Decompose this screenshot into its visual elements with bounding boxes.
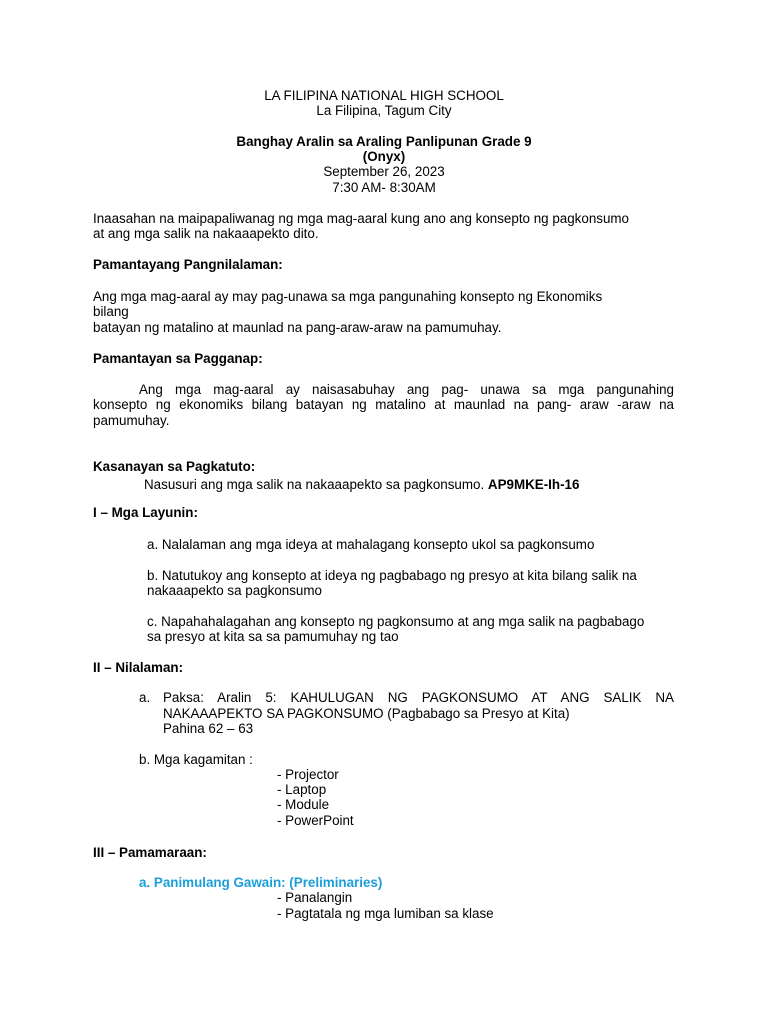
- kasanayan-text: Nasusuri ang mga salik na nakaaapekto sa pagkonsumo.: [144, 477, 485, 492]
- layunin-item-c-line-1: c. Napahahalagahan ang konsepto ng pagkonsumo at ang mga salik na pagbabago: [147, 614, 645, 629]
- material-item: - Projector: [277, 767, 339, 782]
- layunin-item-b-line-1: b. Natutukoy ang konsepto at ideya ng pagbabago ng presyo at kita bilang salik na: [147, 568, 637, 583]
- pamamaraan-heading: III – Pamamaraan:: [93, 845, 207, 860]
- nilalaman-heading: II – Nilalaman:: [93, 660, 184, 675]
- pamantayang-pangnilalaman-line-1: Ang mga mag-aaral ay may pag-unawa sa mga pangunahing konsepto ng Ekonomiks: [93, 289, 603, 304]
- pamantayang-pangnilalaman-line-2: bilang: [93, 304, 129, 319]
- kasanayan-heading: Kasanayan sa Pagkatuto:: [93, 459, 256, 474]
- lesson-time: 7:30 AM- 8:30AM: [332, 180, 436, 195]
- intro-line-2: at ang mga salik na nakaaapekto dito.: [93, 226, 319, 241]
- nilalaman-item-a-label: a.: [139, 690, 151, 705]
- layunin-item-b-line-2: nakaaapekto sa pagkonsumo: [147, 583, 322, 598]
- pamantayan-sa-pagganap-line-1: Ang mga mag-aaral ay naisasabuhay ang pag- unawa sa mga pangunahing: [139, 382, 674, 397]
- pamantayan-sa-pagganap-heading: Pamantayan sa Pagganap:: [93, 351, 263, 366]
- preliminaries-label: a. Panimulang Gawain: (Preliminaries): [139, 875, 383, 890]
- nilalaman-topic-line-2: NAKAAAPEKTO SA PAGKONSUMO (Pagbabago sa Presyo at Kita): [163, 706, 570, 721]
- pamantayan-sa-pagganap-line-3: pamumuhay.: [93, 413, 170, 428]
- kasanayan-text-line: [144, 477, 579, 493]
- section-name: (Onyx): [362, 149, 406, 164]
- pamantayang-pangnilalaman-line-3: batayan ng matalino at maunlad na pang-araw-araw na pamumuhay.: [93, 320, 502, 335]
- nilalaman-pages: Pahina 62 – 63: [163, 721, 254, 736]
- material-item: - Module: [277, 797, 330, 812]
- nilalaman-topic-line-1: Paksa: Aralin 5: KAHULUGAN NG PAGKONSUMO AT ANG SALIK NA: [163, 690, 674, 705]
- pamantayang-pangnilalaman-heading: Pamantayang Pangnilalaman:: [93, 257, 283, 272]
- lesson-date: September 26, 2023: [323, 164, 445, 179]
- nilalaman-materials-label: b. Mga kagamitan :: [139, 752, 253, 767]
- layunin-heading: I – Mga Layunin:: [93, 505, 198, 520]
- competency-code: AP9MKE-Ih-16: [487, 477, 580, 492]
- intro-line-1: Inaasahan na maipapaliwanag ng mga mag-aaral kung ano ang konsepto ng pagkonsumo: [93, 211, 630, 226]
- preliminaries-item: - Panalangin: [277, 890, 353, 905]
- preliminaries-item: - Pagtatala ng mga lumiban sa klase: [277, 906, 494, 921]
- lesson-plan-title: Banghay Aralin sa Araling Panlipunan Grade 9: [236, 134, 532, 149]
- material-item: - PowerPoint: [277, 813, 354, 828]
- material-item: - Laptop: [277, 782, 327, 797]
- school-location: La Filipina, Tagum City: [316, 103, 452, 118]
- layunin-item-c-line-2: sa presyo at kita sa sa pamumuhay ng tao: [147, 629, 399, 644]
- layunin-item-a: a. Nalalaman ang mga ideya at mahalagang konsepto ukol sa pagkonsumo: [147, 537, 595, 552]
- pamantayan-sa-pagganap-line-2: konsepto ng ekonomiks bilang batayan ng matalino at maunlad na pang- araw -araw na: [93, 397, 674, 412]
- school-name: LA FILIPINA NATIONAL HIGH SCHOOL: [264, 88, 504, 103]
